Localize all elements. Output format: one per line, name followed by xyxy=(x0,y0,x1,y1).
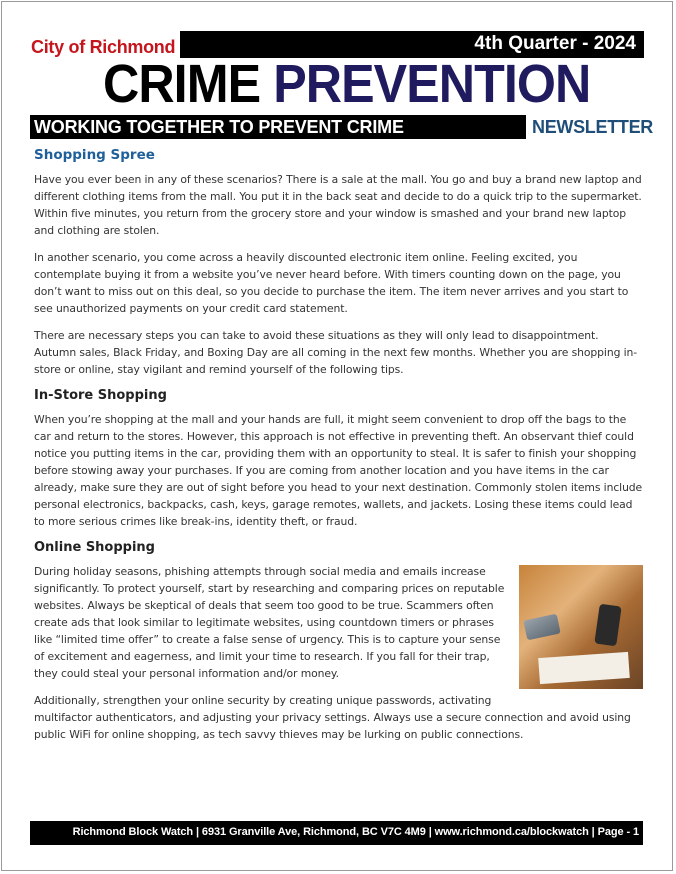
masthead-word-crime: CRIME xyxy=(103,54,261,114)
masthead-title xyxy=(103,55,590,113)
tagline: WORKING TOGETHER TO PREVENT CRIME xyxy=(34,117,404,137)
masthead-word-prevention: PREVENTION xyxy=(273,54,591,114)
newsletter-label: NEWSLETTER xyxy=(532,117,653,137)
quarter-label: 4th Quarter - 2024 xyxy=(474,33,636,54)
article-title: Shopping Spree xyxy=(34,147,155,163)
credit-card-shape xyxy=(523,614,560,641)
online-paragraph-2: Additionally, strengthen your online security by creating unique passwords, activating multifactor authenticators, and adjusting your privacy settings. Always use a secure connection and avoid using public WiFi for online shopping, as tech savvy thieves may be lurking on public connections. xyxy=(34,694,631,741)
instore-paragraph: When you’re shopping at the mall and your hands are full, it might seem convenient to drop off the bags to the car and return to the stores. However, this approach is not effective in preventing theft. An observant thief could notice you putting items in the car, providing them with an opportunity to steal. It is safer to finish your shopping before stowing away your purchases. If you are coming from another location and you have items in the car already, make sure they are out of sight before you head to your next destination. Commonly stolen items include personal electronics, backpacks, cash, keys, garage remotes, wallets, and jackets. Losing these items could lead to more serious crimes like break-ins, identity theft, or fraud. xyxy=(34,413,643,528)
article xyxy=(34,147,643,753)
intro-paragraph-1: Have you ever been in any of these scenarios? There is a sale at the mall. You go and buy a brand new laptop and different clothing items from the mall. You put it in the back seat and decide to do a quick trip to the supermarket. Within five minutes, you return from the grocery store and your window is smashed and your brand new laptop and clothing are stolen. xyxy=(34,173,642,237)
intro-paragraph-3: There are necessary steps you can take to avoid these situations as they will only lead to disappointment. Autumn sales, Black Friday, and Boxing Day are all coming in the next few months. Whether you are shopping in-store or online, stay vigilant and remind yourself of the following tips. xyxy=(34,329,638,376)
intro-paragraph-2: In another scenario, you come across a heavily discounted electronic item online. Feeling excited, you contemplate buying it from a website you’ve never heard before. With timers counting down on the page, you don’t want to miss out on this deal, so you decide to purchase the item. The item never arrives and you start to see unauthorized payments on your credit card statement. xyxy=(34,251,629,315)
notebook-shape xyxy=(538,652,630,684)
footer-bar xyxy=(30,821,643,845)
online-section xyxy=(34,563,643,743)
footer-text: Richmond Block Watch | 6931 Granville Ave, Richmond, BC V7C 4M9 | www.richmond.ca/blockwatch | Page - 1 xyxy=(72,826,639,838)
tagline-bar xyxy=(30,115,526,139)
instore-heading: In-Store Shopping xyxy=(34,388,167,403)
shopping-photo xyxy=(519,565,643,689)
online-paragraph-1: During holiday seasons, phishing attempts through social media and emails increase significantly. To protect yourself, start by researching and comparing prices on reputable websites. Always be skeptical of deals that seem too good to be true. Scammers often create ads that look similar to legitimate websites, using countdown timers or phrases like “limited time offer” to create a false sense of urgency. This is to capture your sense of excitement and eagerness, and limit your time to research. If you fall for their trap, they could steal your personal information and/or money. xyxy=(34,565,505,680)
phone-shape xyxy=(594,604,621,647)
online-heading: Online Shopping xyxy=(34,540,155,555)
city-name: City of Richmond xyxy=(31,37,176,57)
